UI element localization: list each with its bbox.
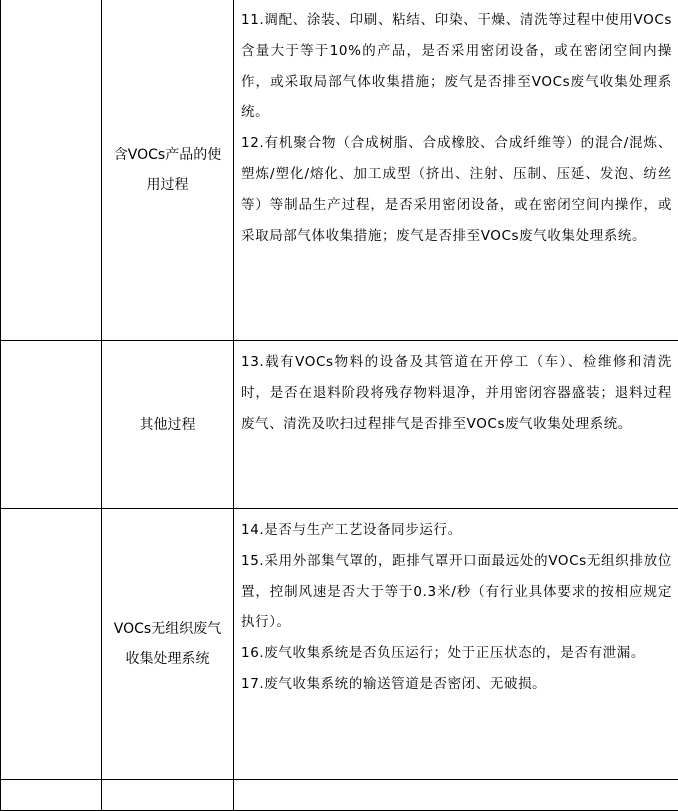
table-row [1, 0, 678, 341]
category-cell: 含VOCs产品的使用过程 [102, 0, 234, 341]
items-cell [234, 509, 678, 780]
check-item-13: 13.载有VOCs物料的设备及其管道在开停工（车）、检维修和清洗时，是否在退料阶段将残存物料退净，并用密闭容器盛装；退料过程废气、清洗及吹扫过程排气是否排至VOCs废气收集处理系统。 [241, 347, 672, 439]
blank-cell [234, 780, 678, 811]
blank-cell [1, 509, 102, 780]
check-item-11: 11.调配、涂装、印刷、粘结、印染、干燥、清洗等过程中使用VOCs含量大于等于10%的产品，是否采用密闭设备，或在密闭空间内操作，或采取局部气体收集措施；废气是否排至VOCs废气收集处理系统。 [241, 5, 672, 128]
check-item-17: 17.废气收集系统的输送管道是否密闭、无破损。 [241, 669, 672, 700]
blank-cell [1, 341, 102, 509]
category-cell: VOCs无组织废气收集处理系统 [102, 509, 234, 780]
items-cell [234, 341, 678, 509]
check-item-15: 15.采用外部集气罩的，距排气罩开口面最远处的VOCs无组织排放位置，控制风速是否大于等于0.3米/秒（有行业具体要求的按相应规定执行）。 [241, 546, 672, 638]
check-item-16: 16.废气收集系统是否负压运行；处于正压状态的，是否有泄漏。 [241, 638, 672, 669]
check-item-14: 14.是否与生产工艺设备同步运行。 [241, 515, 672, 546]
category-cell: 其他过程 [102, 341, 234, 509]
blank-cell [1, 0, 102, 341]
table-row [1, 341, 678, 509]
table-row [1, 509, 678, 780]
blank-cell [1, 780, 102, 811]
table-row [1, 780, 678, 811]
items-cell [234, 0, 678, 341]
blank-cell [102, 780, 234, 811]
check-item-12: 12.有机聚合物（合成树脂、合成橡胶、合成纤维等）的混合/混炼、塑炼/塑化/熔化、加工成型（挤出、注射、压制、压延、发泡、纺丝等）等制品生产过程，是否采用密闭设备，或在密闭空间内操作，或采取局部气体收集措施；废气是否排至VOCs废气收集处理系统。 [241, 128, 672, 251]
